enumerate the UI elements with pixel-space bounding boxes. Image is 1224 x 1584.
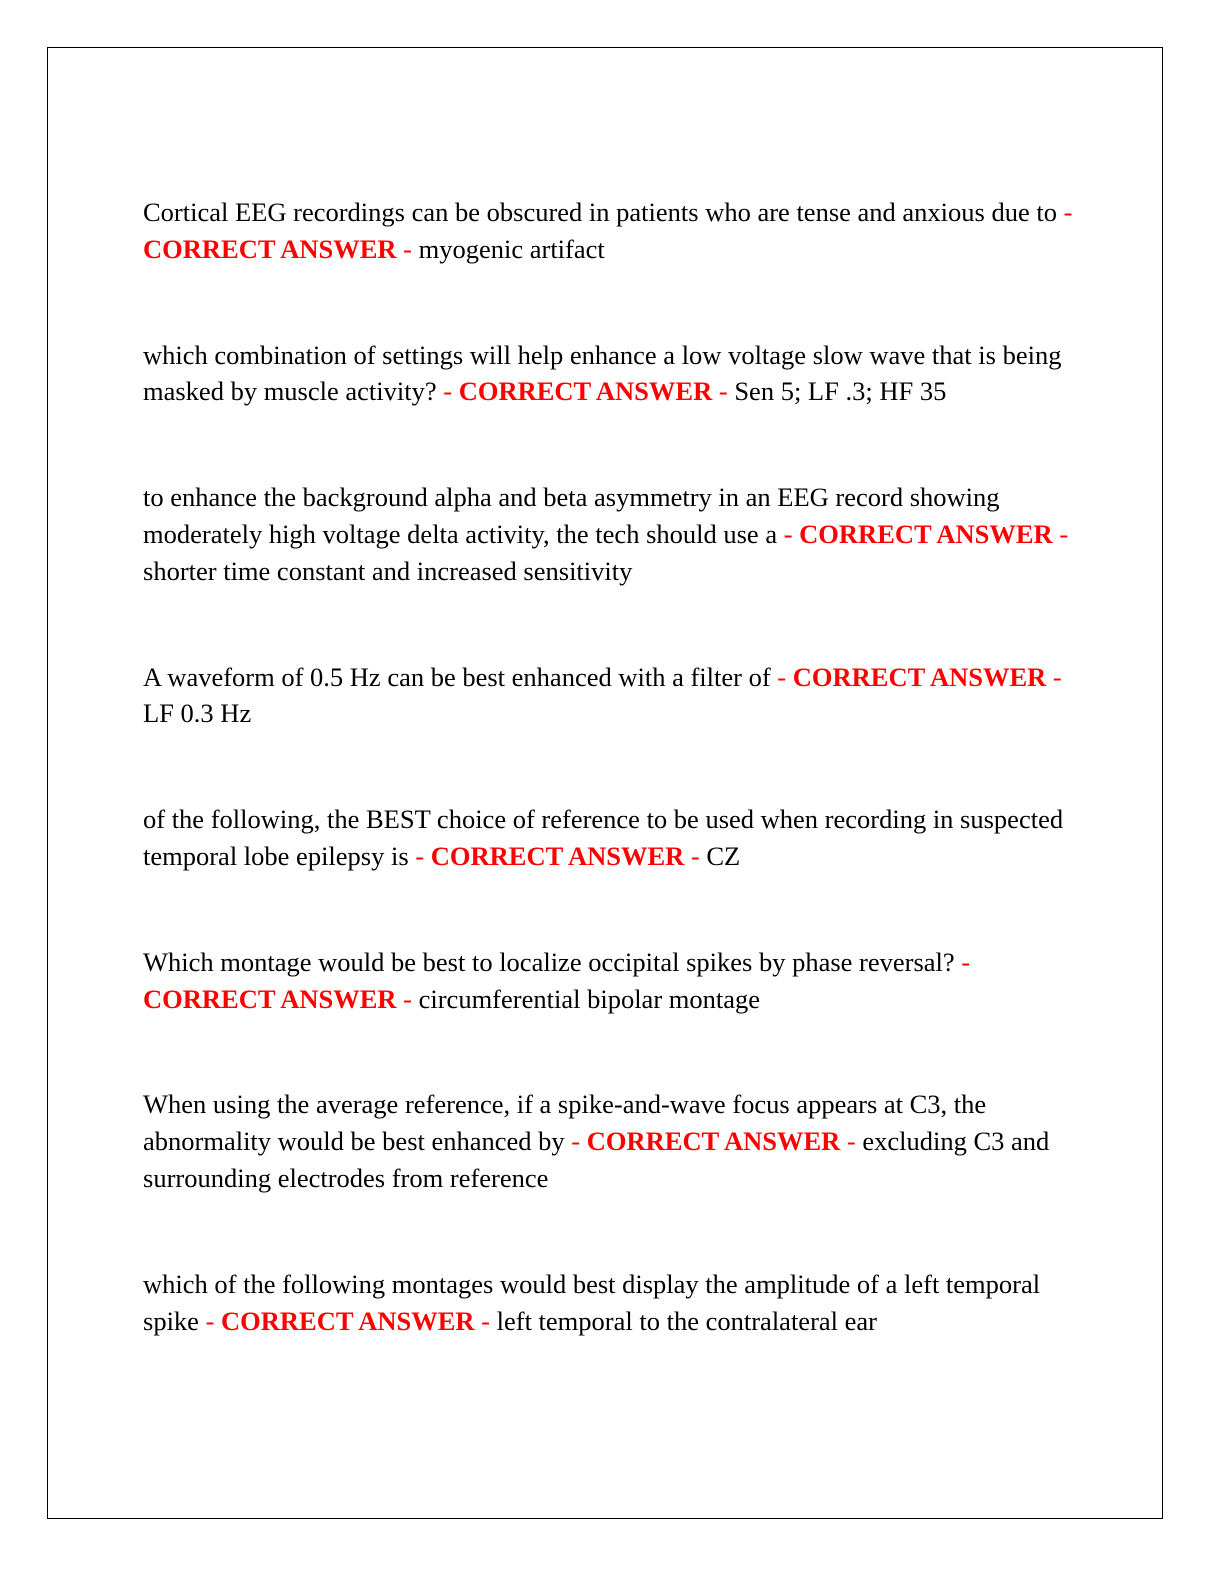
- qa-item-7: [143, 1086, 1073, 1196]
- correct-answer-label: CORRECT ANSWER: [586, 1126, 841, 1157]
- answer-text: CZ: [706, 840, 741, 871]
- qa-item-3: [143, 479, 1073, 589]
- question-text: which of the following montages would best display the amplitude of a left temporal spike: [143, 1268, 1041, 1336]
- question-text: of the following, the BEST choice of reference to be used when recording in suspected temporal lobe epilepsy is: [143, 804, 1064, 871]
- qa-item-8: [143, 1266, 1073, 1340]
- qa-item-2: [143, 337, 1073, 411]
- separator: -: [443, 376, 453, 407]
- qa-list: [143, 194, 1073, 1408]
- correct-answer-label: CORRECT ANSWER: [143, 233, 397, 264]
- question-text: which combination of settings will help enhance a low voltage slow wave that is being masked by muscle activity?: [143, 339, 1062, 407]
- separator: -: [481, 1305, 490, 1336]
- qa-item-6: [143, 944, 1073, 1018]
- answer-text: Sen 5; LF .3; HF 35: [734, 376, 947, 407]
- separator: -: [205, 1305, 215, 1336]
- question-text: A waveform of 0.5 Hz can be best enhanced with a filter of: [143, 661, 771, 692]
- answer-text: left temporal to the contralateral ear: [496, 1305, 877, 1336]
- separator: -: [846, 1126, 856, 1157]
- question-text: Cortical EEG recordings can be obscured in patients who are tense and anxious due to: [143, 197, 1057, 227]
- separator: -: [1063, 197, 1073, 227]
- question-text: Which montage would be best to localize occipital spikes by phase reversal?: [143, 946, 955, 977]
- separator: -: [571, 1126, 581, 1157]
- question-text: When using the average reference, if a spike-and-wave focus appears at C3, the abnormality would be best enhanced by: [143, 1089, 987, 1157]
- correct-answer-label: CORRECT ANSWER: [143, 983, 397, 1014]
- separator: -: [690, 840, 700, 871]
- correct-answer-label: CORRECT ANSWER: [792, 661, 1047, 692]
- separator: -: [777, 661, 787, 692]
- separator: -: [415, 840, 425, 871]
- qa-item-1: [143, 194, 1073, 268]
- correct-answer-label: CORRECT ANSWER: [458, 376, 713, 407]
- correct-answer-label: CORRECT ANSWER: [221, 1305, 475, 1336]
- separator: -: [961, 946, 971, 977]
- separator: -: [783, 518, 793, 549]
- answer-text: myogenic artifact: [418, 233, 605, 264]
- separator: -: [1052, 661, 1062, 692]
- separator: -: [718, 376, 728, 407]
- qa-item-5: [143, 801, 1073, 875]
- question-text: to enhance the background alpha and beta asymmetry in an EEG record showing moderately high voltage delta activity, the tech should use a: [143, 482, 1000, 549]
- answer-text: circumferential bipolar montage: [418, 983, 761, 1014]
- answer-text: excluding C3 and surrounding electrodes from reference: [143, 1126, 1050, 1193]
- separator: -: [1059, 518, 1069, 549]
- qa-item-4: [143, 659, 1073, 733]
- answer-text: LF 0.3 Hz: [143, 698, 252, 729]
- answer-text: shorter time constant and increased sensitivity: [143, 555, 633, 586]
- separator: -: [403, 233, 412, 264]
- correct-answer-label: CORRECT ANSWER: [430, 840, 685, 871]
- correct-answer-label: CORRECT ANSWER: [799, 518, 1053, 549]
- separator: -: [403, 983, 412, 1014]
